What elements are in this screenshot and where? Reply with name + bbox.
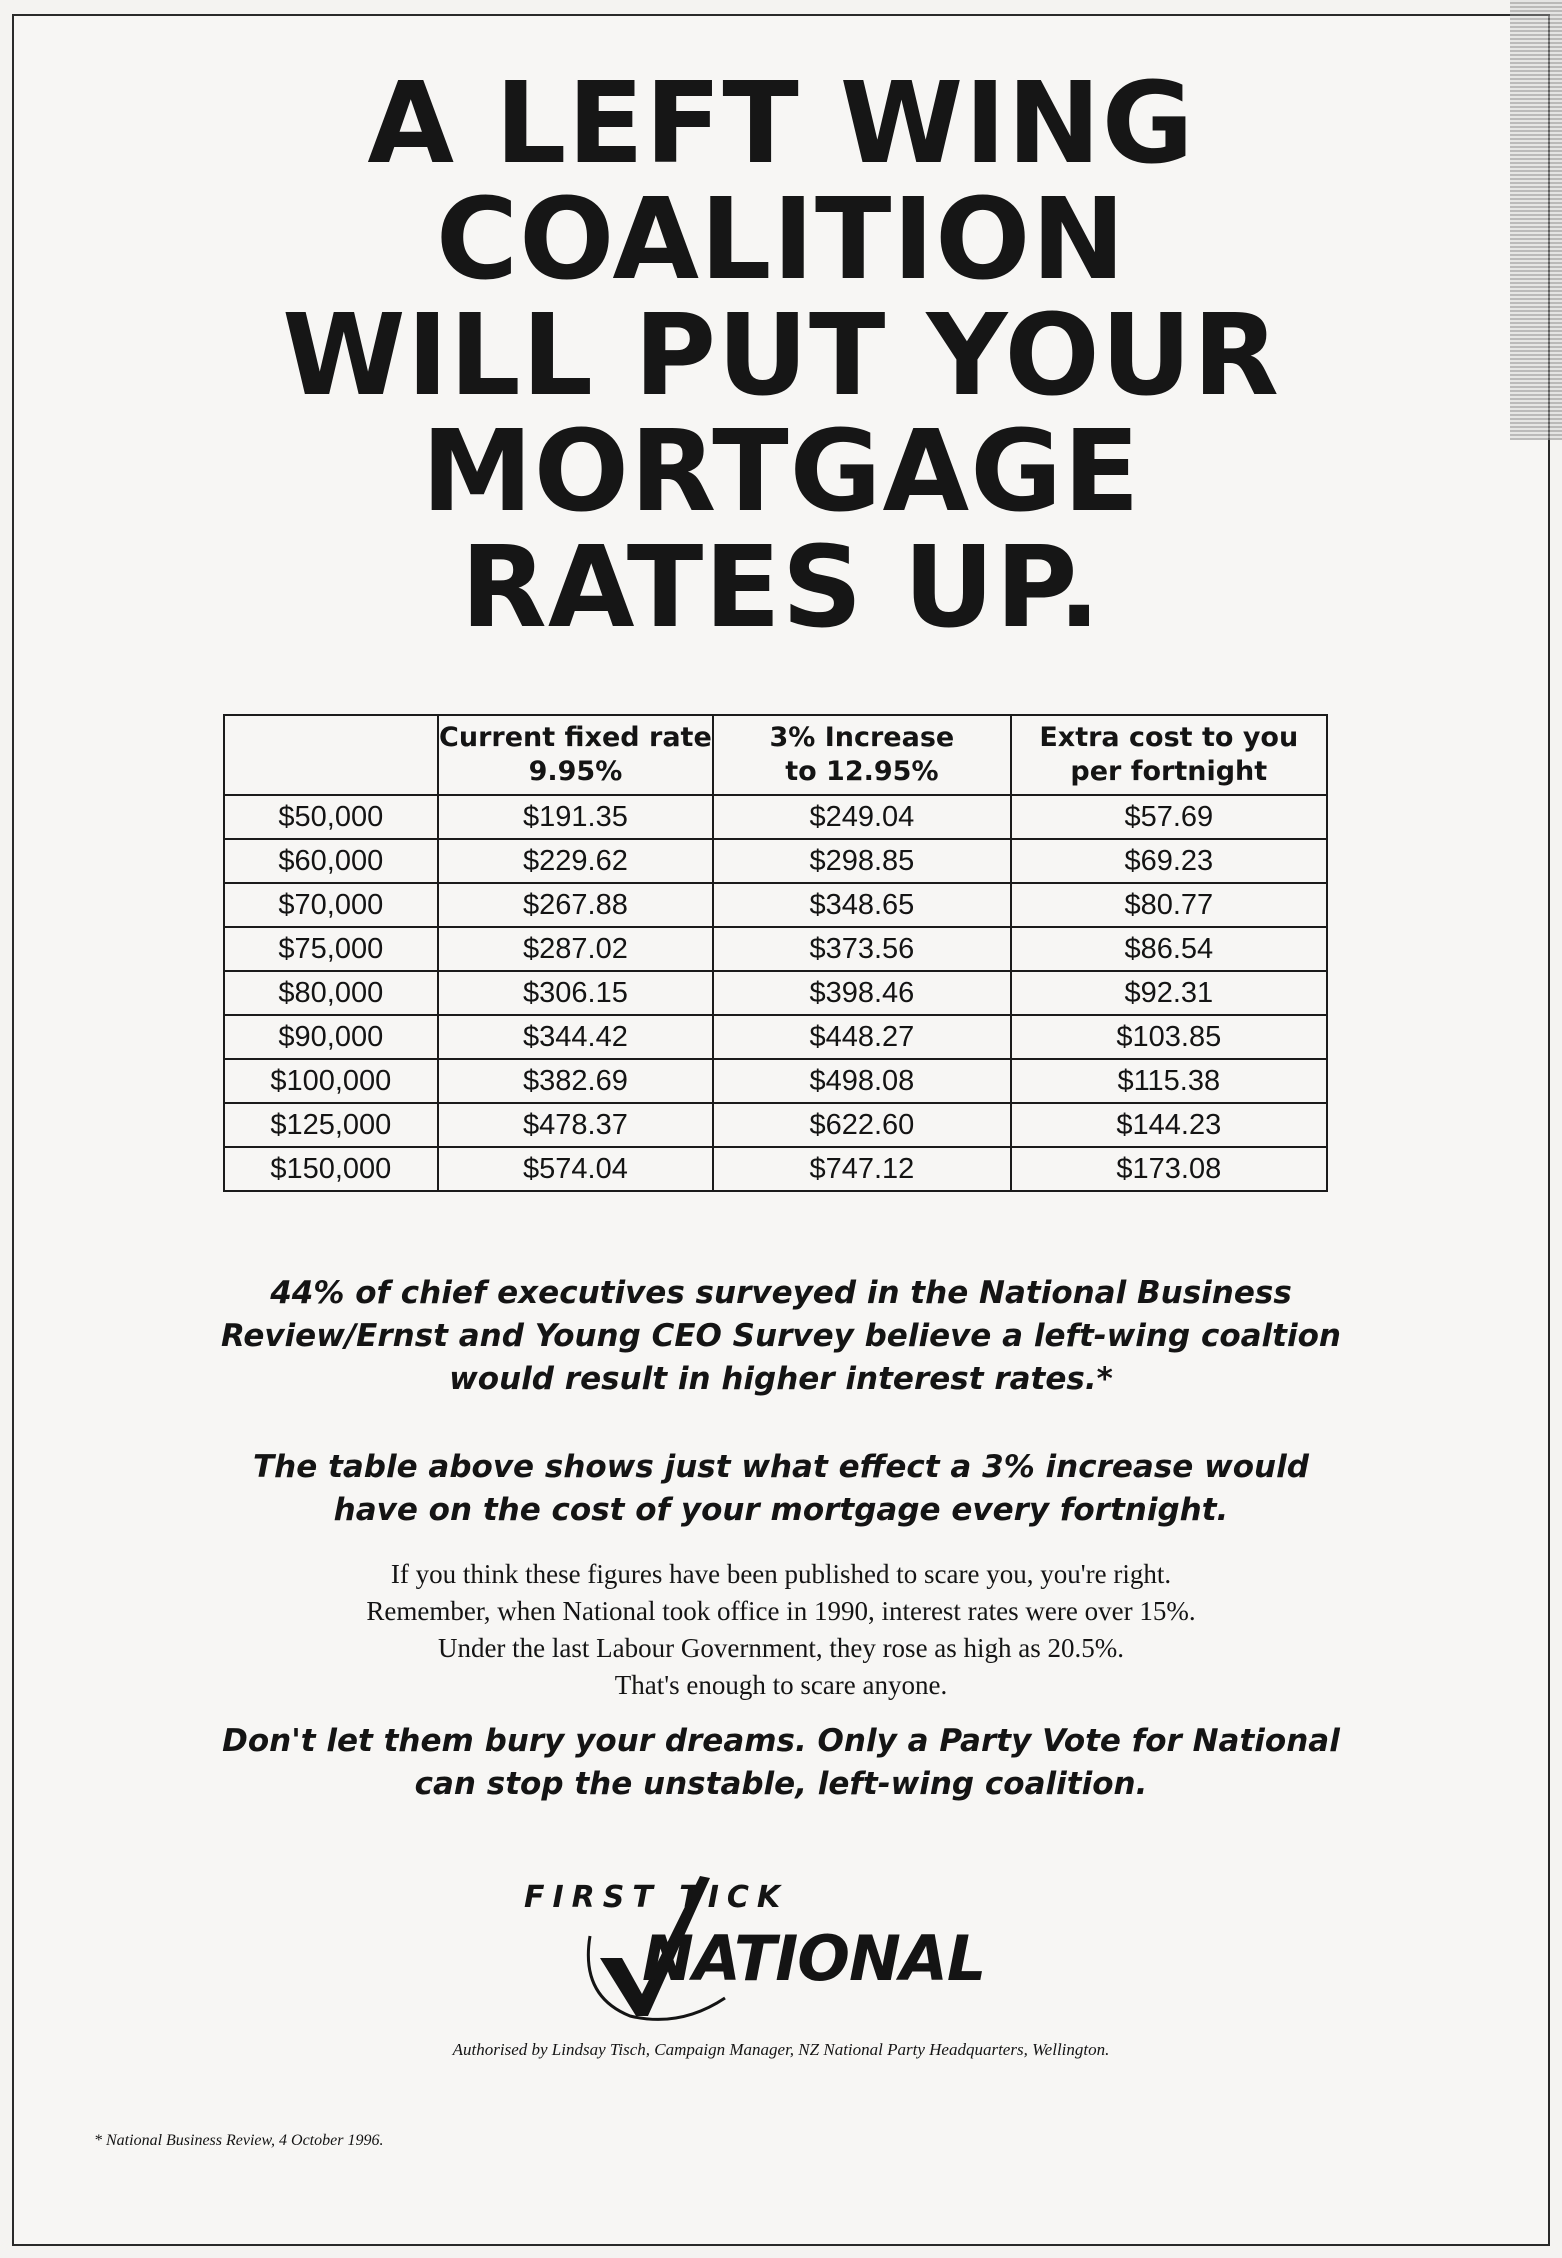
- current-rate-cell: $287.02: [438, 927, 713, 971]
- current-rate-cell: $574.04: [438, 1147, 713, 1191]
- extra-cost-cell: $80.77: [1011, 883, 1327, 927]
- table-row: [224, 1103, 1327, 1147]
- loan-amount-cell: $90,000: [224, 1015, 438, 1059]
- headline-line: A LEFT WING: [367, 59, 1195, 189]
- table-row: [224, 927, 1327, 971]
- extra-cost-cell: $86.54: [1011, 927, 1327, 971]
- current-rate-cell: $229.62: [438, 839, 713, 883]
- increase-rate-cell: $373.56: [713, 927, 1010, 971]
- increase-rate-cell: $249.04: [713, 795, 1010, 839]
- loan-amount-cell: $70,000: [224, 883, 438, 927]
- increase-rate-cell: $298.85: [713, 839, 1010, 883]
- current-rate-cell: $306.15: [438, 971, 713, 1015]
- increase-rate-cell: $498.08: [713, 1059, 1010, 1103]
- header-cell-increase: 3% Increase to 12.95%: [713, 715, 1010, 795]
- current-rate-cell: $344.42: [438, 1015, 713, 1059]
- header-cell-extra-cost: Extra cost to you per fortnight: [1011, 715, 1327, 795]
- headline-line: RATES UP.: [460, 523, 1102, 653]
- increase-rate-cell: $348.65: [713, 883, 1010, 927]
- loan-amount-cell: $125,000: [224, 1103, 438, 1147]
- header-cell-current-rate: Current fixed rate 9.95%: [438, 715, 713, 795]
- table-note-paragraph: The table above shows just what effect a 3% increase would have on the cost of your mortgage every fortnight.: [253, 1449, 1309, 1528]
- current-rate-cell: $478.37: [438, 1103, 713, 1147]
- extra-cost-cell: $173.08: [1011, 1147, 1327, 1191]
- closing-paragraph: Don't let them bury your dreams. Only a Party Vote for National can stop the unstable, left-wing coalition.: [222, 1723, 1340, 1802]
- authorisation-statement: Authorised by Lindsay Tisch, Campaign Manager, NZ National Party Headquarters, Wellington.: [452, 2040, 1110, 2059]
- current-rate-cell: $267.88: [438, 883, 713, 927]
- increase-rate-cell: $398.46: [713, 971, 1010, 1015]
- loan-amount-cell: $150,000: [224, 1147, 438, 1191]
- loan-amount-cell: $80,000: [224, 971, 438, 1015]
- headline-line: WILL PUT YOUR: [282, 291, 1280, 421]
- extra-cost-cell: $57.69: [1011, 795, 1327, 839]
- extra-cost-cell: $69.23: [1011, 839, 1327, 883]
- table-row: [224, 1059, 1327, 1103]
- extra-cost-cell: $144.23: [1011, 1103, 1327, 1147]
- headline-line: MORTGAGE: [421, 407, 1141, 537]
- table-row: [224, 795, 1327, 839]
- increase-rate-cell: $747.12: [713, 1147, 1010, 1191]
- loan-amount-cell: $75,000: [224, 927, 438, 971]
- loan-amount-cell: $60,000: [224, 839, 438, 883]
- survey-paragraph: 44% of chief executives surveyed in the National Business Review/Ernst and Young CEO Survey believe a left-wing coaltion would result in higher interest rates.*: [221, 1275, 1341, 1397]
- header-cell-loan: [224, 715, 438, 795]
- current-rate-cell: $382.69: [438, 1059, 713, 1103]
- table-row: [224, 1015, 1327, 1059]
- headline-line: COALITION: [435, 175, 1127, 305]
- first-tick-national-logo: [520, 1866, 1020, 2036]
- table-row: [224, 883, 1327, 927]
- mortgage-rate-table: [223, 714, 1328, 1192]
- extra-cost-cell: $103.85: [1011, 1015, 1327, 1059]
- logo-main-text: NATIONAL: [642, 1922, 986, 1995]
- loan-amount-cell: $50,000: [224, 795, 438, 839]
- loan-amount-cell: $100,000: [224, 1059, 438, 1103]
- table-row: [224, 839, 1327, 883]
- body-paragraph: If you think these figures have been published to scare you, you're right. Remember, when National took office in 1990, interest rates were over 15%. Under the last Labour Government, they rose as high as 20.5%. That's enough to scare anyone.: [366, 1559, 1196, 1700]
- extra-cost-cell: $92.31: [1011, 971, 1327, 1015]
- extra-cost-cell: $115.38: [1011, 1059, 1327, 1103]
- increase-rate-cell: $622.60: [713, 1103, 1010, 1147]
- increase-rate-cell: $448.27: [713, 1015, 1010, 1059]
- current-rate-cell: $191.35: [438, 795, 713, 839]
- headline: [0, 59, 1562, 653]
- table-row: [224, 971, 1327, 1015]
- footnote: * National Business Review, 4 October 1996.: [94, 2132, 384, 2149]
- table-row: [224, 1147, 1327, 1191]
- logo-top-text: FIRST TICK: [524, 1880, 789, 1915]
- table-header-row: [224, 715, 1327, 795]
